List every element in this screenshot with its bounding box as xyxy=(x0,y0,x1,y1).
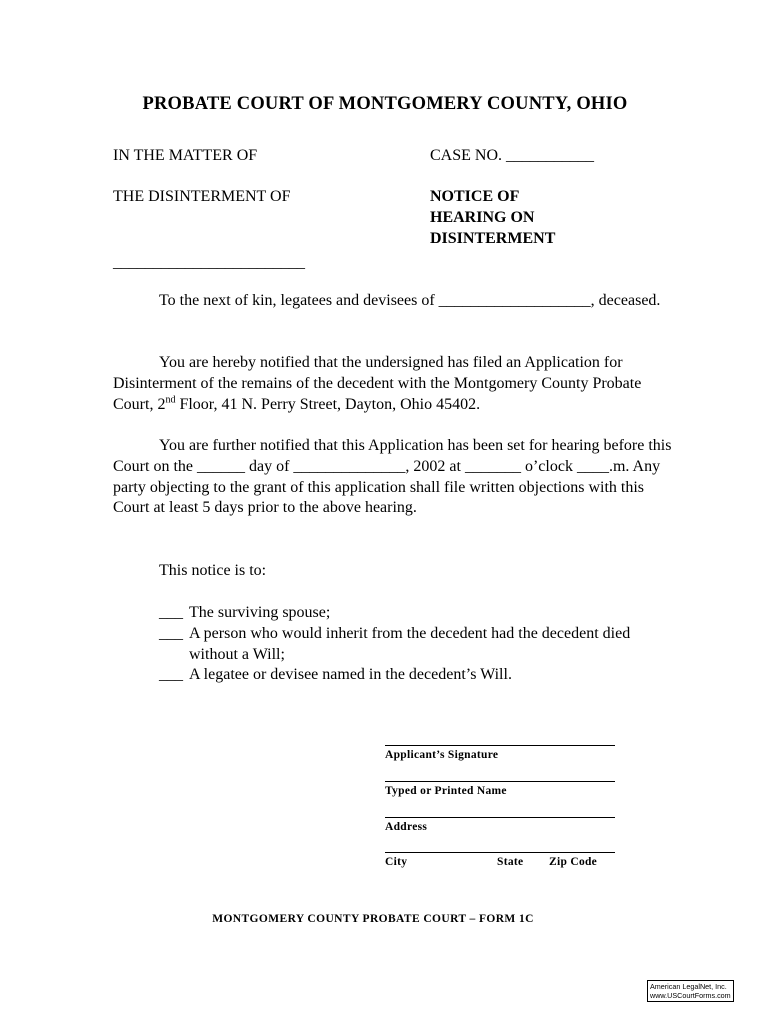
stamp-line-1: American LegalNet, Inc. xyxy=(650,982,727,991)
disinterment-label: THE DISINTERMENT OF xyxy=(113,188,291,205)
application-filed-paragraph xyxy=(113,353,673,415)
notice-to-text: This notice is to: xyxy=(159,562,267,579)
notice-to-paragraph xyxy=(113,561,673,582)
decedent-name-blank: ________________________ xyxy=(113,254,305,271)
typed-name-line xyxy=(385,781,615,782)
notice-recipients-paragraph xyxy=(113,291,673,312)
checklist-item-legatee xyxy=(159,665,679,686)
checklist-item-label: A person who would inherit from the decedent had the decedent died without a Will; xyxy=(189,624,631,663)
matter-label: IN THE MATTER OF xyxy=(113,147,258,164)
floor-ordinal-suffix: nd xyxy=(165,394,176,406)
hearing-text: You are further notified that this Application has been set for hearing before this Court on the ______ day of ______________, 2002 at _______ o’clock ____.m. Any party objecting to the grant of this application shall file written objections with this Court at least 5 days prior to the above hearing. xyxy=(113,437,672,517)
case-number-field: CASE NO. ___________ xyxy=(430,147,595,164)
form-footer: MONTGOMERY COUNTY PROBATE COURT – FORM 1C xyxy=(212,913,534,925)
recipients-text: To the next of kin, legatees and devisees of ___________________, deceased. xyxy=(159,292,661,309)
zip-code-label: Zip Code xyxy=(549,856,598,868)
checkbox-blank: ___ xyxy=(159,666,183,684)
city-state-zip-line xyxy=(385,852,615,853)
address-label: Address xyxy=(385,821,428,833)
notice-title-line-1: NOTICE OF xyxy=(430,188,520,205)
recipient-checklist xyxy=(159,603,679,686)
address-line xyxy=(385,817,615,818)
notice-title-line-2: HEARING ON xyxy=(430,209,535,226)
city-label: City xyxy=(385,856,408,868)
state-label: State xyxy=(497,856,524,868)
court-title: PROBATE COURT OF MONTGOMERY COUNTY, OHIO xyxy=(142,94,628,114)
checkbox-blank: ___ xyxy=(159,624,183,642)
application-text-a: You are hereby notified that the undersigned has filed an Application for Disinterment of the remains of the decedent with the Montgomery County Probate Court, 2 xyxy=(113,354,642,413)
checklist-item-label: The surviving spouse; xyxy=(189,604,331,621)
applicant-signature-label: Applicant’s Signature xyxy=(385,749,499,761)
notice-title-line-3: DISINTERMENT xyxy=(430,230,556,247)
signature-line xyxy=(385,745,615,746)
checklist-item-heir xyxy=(159,624,679,666)
hearing-paragraph xyxy=(113,436,673,519)
application-text-b: Floor, 41 N. Perry Street, Dayton, Ohio 45402. xyxy=(175,395,481,413)
checklist-item-label: A legatee or devisee named in the decedent’s Will. xyxy=(189,666,512,684)
application-text xyxy=(113,353,673,415)
typed-name-label: Typed or Printed Name xyxy=(385,785,507,797)
checkbox-blank: ___ xyxy=(159,604,183,621)
stamp-line-2: www.USCourtForms.com xyxy=(650,991,731,1000)
publisher-stamp xyxy=(647,980,734,1002)
checklist-item-spouse xyxy=(159,603,679,624)
